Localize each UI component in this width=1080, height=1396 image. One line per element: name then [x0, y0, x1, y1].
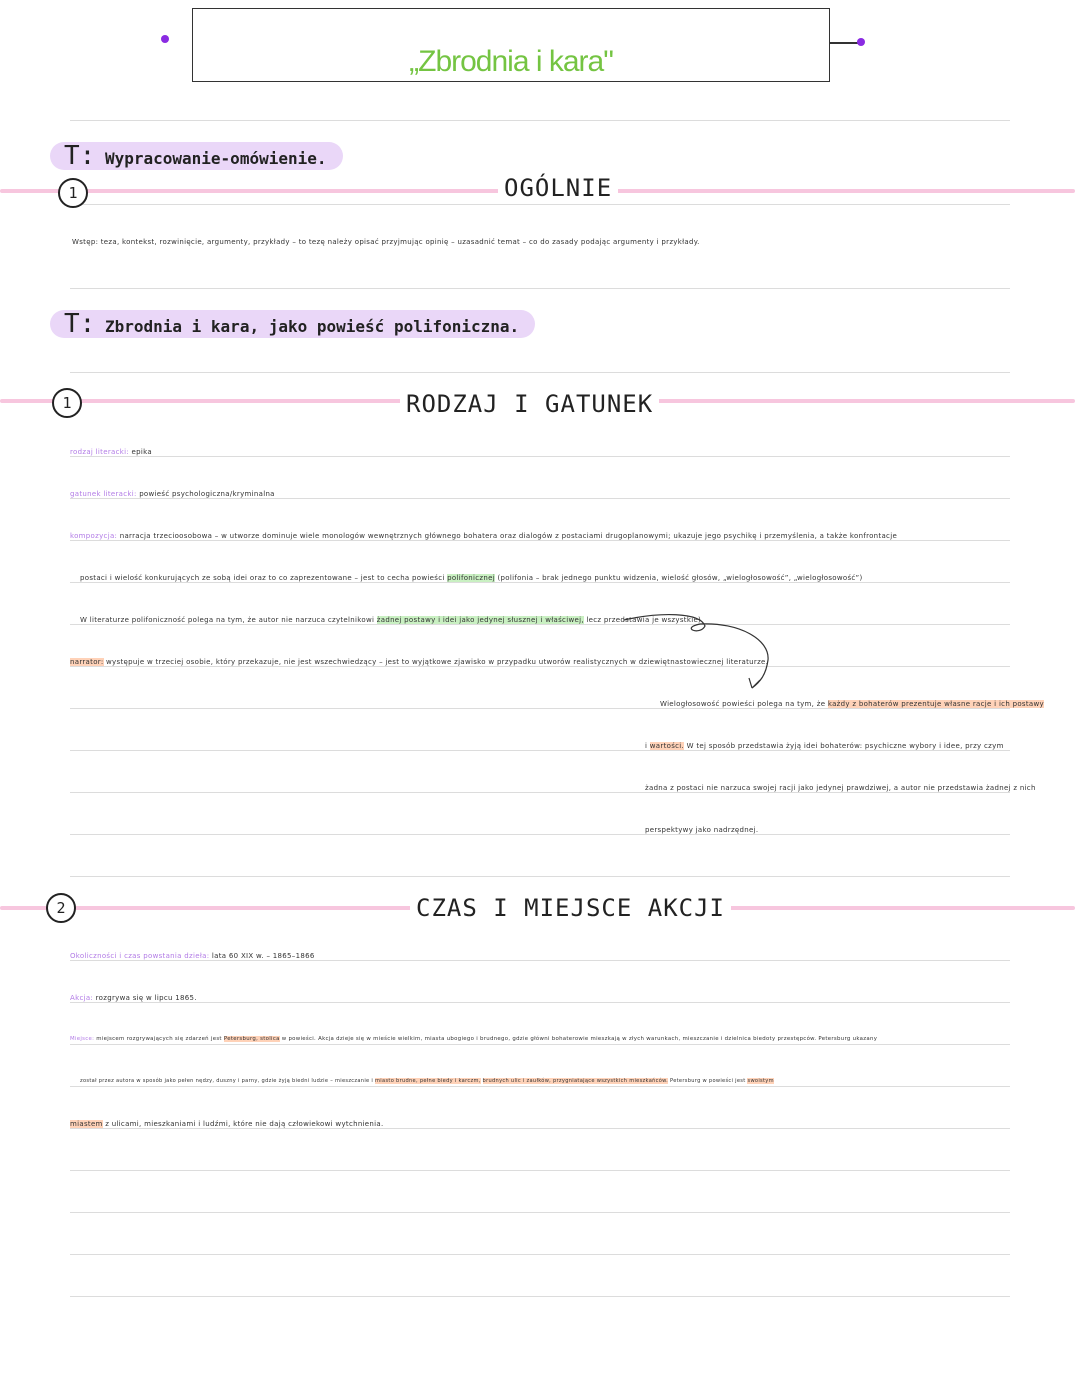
note-gatunek: gatunek literacki: powieść psychologiczna/kryminalna [70, 490, 275, 498]
title-left-dot [161, 35, 169, 43]
topic-2: T: Zbrodnia i kara, jako powieść polifoniczna. [50, 310, 535, 338]
note-literatura: W literaturze polifoniczność polega na tym, że autor nie narzuca czytelnikowi żadnej postawy i idei jako jedynej słusznej i właściwej, lecz przedstawia je wszystkie) [80, 616, 702, 624]
note-miejsce-line2: został przez autora w sposób jako pełen nędzy, duszny i parny, gdzie żyją biedni ludzie – mieszczanie i miasto brudne, pełne biedy i karczm, brudnych ulic i zaułków, przygniatające wszystkich mieszkańców. Petersburg w powieści jest swoistym [80, 1078, 774, 1084]
note-rodzaj: rodzaj literacki: epika [70, 448, 152, 456]
section-number-badge: 1 [58, 178, 88, 208]
note-miejsce: Miejsce: miejscem rozgrywających się zdarzeń jest Petersburg, stolica w powieści. Akcja dzieje się w mieście wielkim, miasta ubogiego i brudnego, gdzie główni bohaterowie mieszkają w złych warunkach, mieszczanie i dzielnica biedoty przestępców. Petersburg ukazany [70, 1036, 878, 1042]
note-czas: Okoliczności i czas powstania dzieła: lata 60 XIX w. – 1865–1866 [70, 952, 315, 960]
note-akcja: Akcja: rozgrywa się w lipcu 1865. [70, 994, 197, 1002]
title-frame [192, 8, 830, 82]
section-number-badge: 1 [52, 388, 82, 418]
note-aside-line4: perspektywy jako nadrzędnej. [645, 826, 759, 834]
note-aside-line1: Wielogłosowość powieści polega na tym, że każdy z bohaterów prezentuje własne racje i ich postawy [660, 700, 1044, 708]
note-aside-line3: żadna z postaci nie narzuca swojej racji jako jedynej prawdziwej, a autor nie przedstawia żadnej z nich [645, 784, 1036, 792]
page-title: „Zbrodnia i kara" [409, 45, 613, 78]
note-kompozycja-line2: postaci i wielość konkurujących ze sobą idei oraz to co zaprezentowane – jest to cecha powieści polifonicznej (polifonia – brak jednego punktu widzenia, wielość głosów, „wielogłosowość”, „wielogłosowość”) [80, 574, 863, 582]
title-connector [830, 42, 860, 44]
section-number-badge: 2 [46, 893, 76, 923]
note-miejsce-line3: miastem z ulicami, mieszkaniami i ludźmi, które nie dają człowiekowi wytchnienia. [70, 1120, 384, 1128]
topic-1: T: Wypracowanie-omówienie. [50, 142, 343, 170]
title-right-dot [857, 38, 865, 46]
note-ogolnie: Wstęp: teza, kontekst, rozwinięcie, argumenty, przykłady – to tezę należy opisać przyjmując opinię – uzasadnić temat – co do zasady podając argumenty i przykłady. [72, 238, 700, 246]
section-heading-ogolnie: OGÓLNIE [498, 174, 618, 202]
note-kompozycja: kompozycja: narracja trzecioosobowa – w utworze dominuje wiele monologów wewnętrznych głównego bohatera oraz dialogów z postaciami drugoplanowymi; ukazuje jego psychikę i przemyślenia, a także konfrontacje [70, 532, 898, 540]
note-aside-line2: i wartości. W tej sposób przedstawia żyją idei bohaterów: psychiczne wybory i idee, przy czym [645, 742, 1004, 750]
section-heading-czas: CZAS I MIEJSCE AKCJI [410, 894, 731, 922]
note-narrator: narrator: występuje w trzeciej osobie, który przekazuje, nie jest wszechwiedzący – jest to wyjątkowe zjawisko w przypadku utworów realistycznych w dziewiętnastowiecznej literaturze. [70, 658, 769, 666]
section-heading-rodzaj: RODZAJ I GATUNEK [400, 390, 659, 418]
